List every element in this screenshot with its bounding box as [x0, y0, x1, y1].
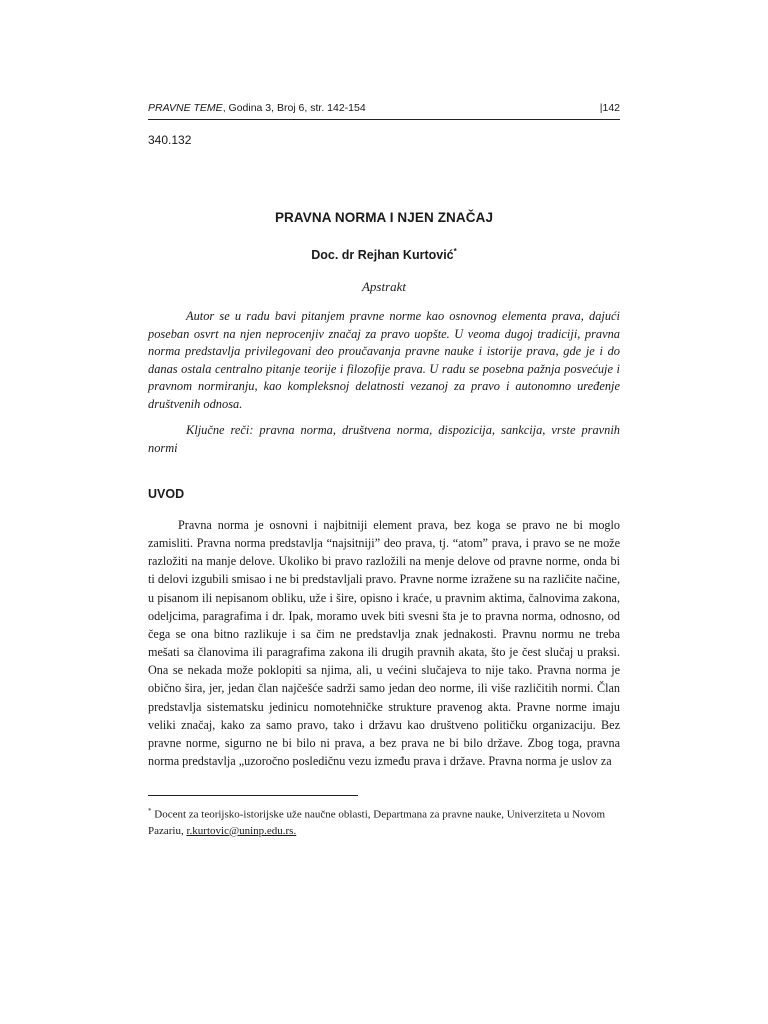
journal-citation [148, 102, 366, 114]
abstract-heading: Apstrakt [361, 279, 407, 294]
udk-code: 340.132 [148, 133, 192, 147]
journal-issue: , Godina 3, Broj 6, str. 142-154 [222, 102, 366, 114]
author-email-link[interactable]: r.kurtovic@uninp.edu.rs. [186, 824, 297, 837]
footnote-marker: * [148, 807, 152, 815]
footnote-rule [148, 795, 358, 796]
author-line [148, 247, 620, 262]
article-title: PRAVNA NORMA I NJEN ZNAČAJ [274, 210, 494, 225]
page-number: |142 [599, 102, 620, 114]
header-rule [148, 119, 620, 120]
body-paragraph: Pravna norma je osnovni i najbitniji element prava, bez koga se pravo ne bi moglo zamisliti. Pravna norma predstavlja “najsitniji” deo prava, tj. “atom” prava, i pravo se ne može razložiti na manje delove. Ukoliko bi pravo razložili na menje delove od pravne norme, onda bi ti delovi izgubili smisao i ne bi predstavljali pravo. Pravne norme izražene su na različite načine, u pisanom ili nepisanom obliku, uže i šire, opisno i kraće, u pravnim aktima, čalnovima zakona, odeljcima, paragrafima i dr. Ipak, moramo uvek biti svesni šta je to pravna norma, odnosno, od čega se ona bitno razlikuje i sa čim ne predstavlja znak jednakosti. Pravnu normu ne treba mešati sa članovima ili paragrafima zakona ili drugih pravnih akata, što je čest slučaj u praksi. Ona se nekada može poklopiti sa njima, ali, u većini slučajeva to nije tako. Pravna norma je obično šira, jer, jedan član najčešće sadrži samo jedan deo norme, ili više različitih normi. Član predstavlja sistematsku jedinicu nomotehničke strukture pravenog akta. Pravne norme imaju veliki značaj, kako za samo pravo, tako i državu kao društveno političku organizaciju. Bez pravne norme, sigurno ne bi bilo ni prava, a bez prava ne bi bilo države. Zbog toga, pravna norma predstavlja „uzoročno posledičnu vezu između prava i države. Pravna norma je uslov za [148, 518, 620, 769]
running-header [148, 102, 620, 114]
abstract-text: Autor se u radu bavi pitanjem pravne norme kao osnovnog elementa prava, dajući poseban osvrt na njen neprocenjiv značaj za pravo uopšte. U veoma dugoj tradiciji, pravna norma predstavlja privilegovani deo proučavanja pravne nauke i istorije prava, gde je i do danas ostala centralno pitanje teorije i filozofije prava. U radu se posebna pažnja posvećuje i pravnom normiranju, kao kompleksnoj delatnosti vezanoj za pravo i autonomno uređenje društvenih odnosa. [148, 309, 620, 411]
footnote-text: Docent za teorijsko-istorijske uže naučne oblasti, Departmana za pravne nauke, Univerziteta u Novom Pazariu, [148, 808, 606, 837]
section-heading: UVOD [148, 487, 185, 501]
author-footnote-marker[interactable]: * [453, 247, 457, 256]
author-name: Doc. dr Rejhan Kurtović [311, 248, 454, 263]
journal-name: PRAVNE TEME [148, 102, 223, 114]
keywords: Ključne reči: pravna norma, društvena norma, dispozicija, sankcija, vrste pravnih normi [148, 423, 620, 455]
footnote [148, 803, 620, 839]
